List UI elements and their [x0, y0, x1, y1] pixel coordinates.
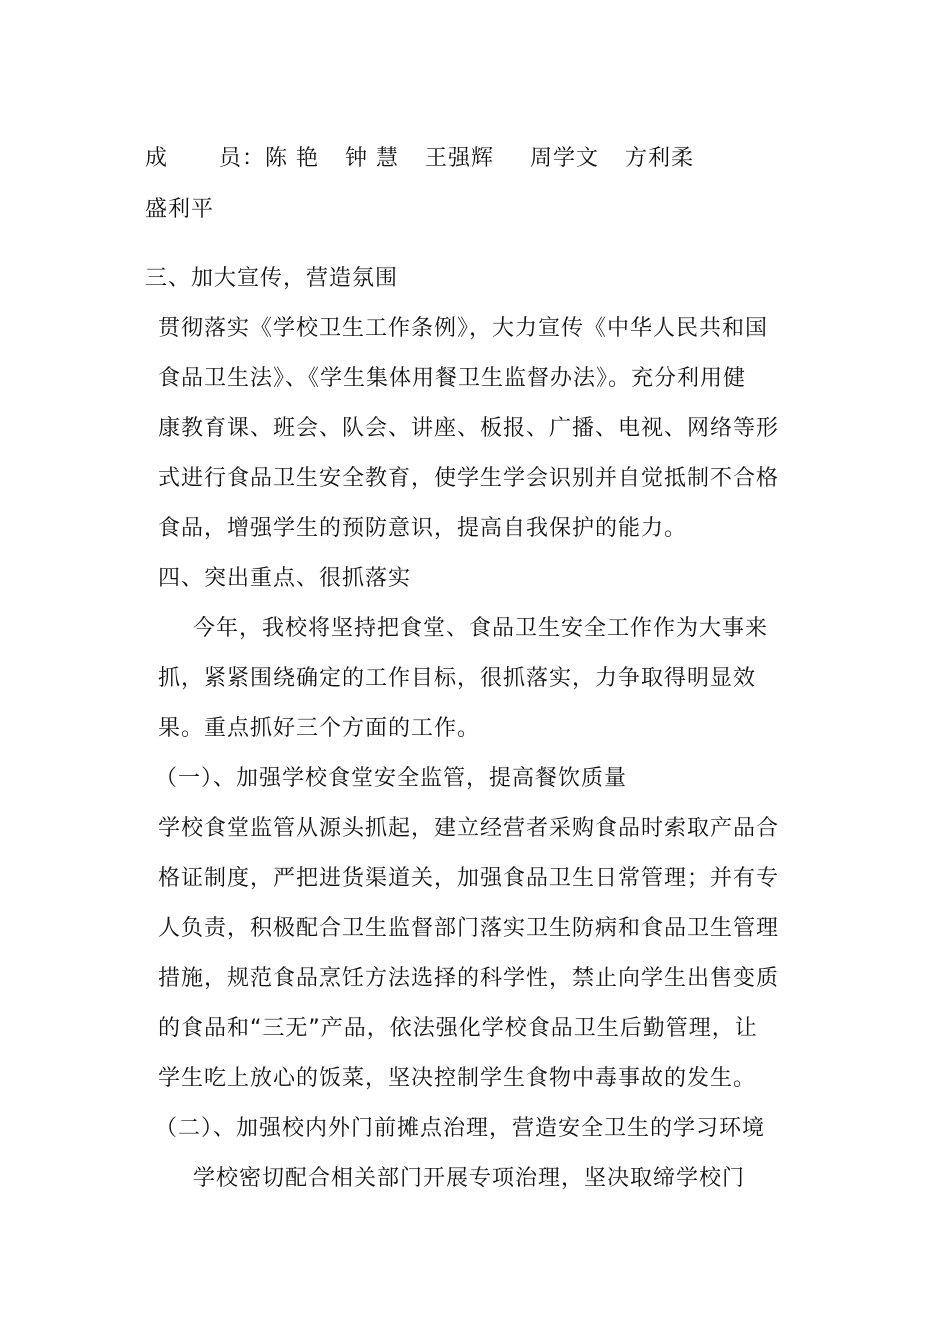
members-line	[145, 144, 720, 174]
section-4-heading: 四、突出重点、很抓落实	[158, 566, 412, 591]
paragraph-line: 措施，规范食品烹饪方法选择的科学性，禁止向学生出售变质	[158, 966, 780, 991]
member-name: 陈 艳	[265, 146, 320, 171]
paragraph-line: 学校密切配合相关部门开展专项治理，坚决取缔学校门	[193, 1166, 746, 1191]
section-3-heading: 三、加大宣传，营造氛围	[145, 266, 399, 291]
member-name: 王强辉	[425, 146, 495, 171]
member-name: 方利柔	[625, 146, 695, 171]
subsection-1-heading: （一）、加强学校食堂安全监管，提高餐饮质量	[155, 766, 628, 791]
paragraph-line: 格证制度，严把进货渠道关，加强食品卫生日常管理；并有专	[158, 866, 780, 891]
paragraph-line: 学生吃上放心的饭菜，坚决控制学生食物中毒事故的发生。	[158, 1066, 757, 1091]
paragraph-line: 式进行食品卫生安全教育，使学生学会识别并自觉抵制不合格	[158, 466, 780, 491]
paragraph-line: 果。重点抓好三个方面的工作。	[158, 716, 481, 741]
paragraph-line: 学校食堂监管从源头抓起，建立经营者采购食品时索取产品合	[158, 816, 780, 841]
paragraph-line: 人负责，积极配合卫生监督部门落实卫生防病和食品卫生管理	[158, 916, 780, 941]
member-name: 钟 慧	[345, 146, 400, 171]
subsection-2-heading: （二）、加强校内外门前摊点治理，营造安全卫生的学习环境	[155, 1116, 766, 1141]
paragraph-line: 今年，我校将坚持把食堂、食品卫生安全工作作为大事来	[193, 616, 769, 641]
paragraph-line: 的食品和“三无”产品，依法强化学校食品卫生后勤管理，让	[158, 1016, 758, 1041]
paragraph-line: 抓，紧紧围绕确定的工作目标，很抓落实，力争取得明显效	[158, 666, 757, 691]
paragraph-line: 食品，增强学生的预防意识，提高自我保护的能力。	[158, 516, 688, 541]
members-label-part1: 成	[145, 146, 169, 171]
members-label-part2: 员：	[219, 146, 266, 171]
member-name-continued: 盛利平	[145, 197, 215, 222]
paragraph-line: 康教育课、班会、队会、讲座、板报、广播、电视、网络等形	[158, 416, 780, 441]
paragraph-line: 食品卫生法》、《学生集体用餐卫生监督办法》。充分利用健	[158, 366, 747, 391]
paragraph-line: 贯彻落实《学校卫生工作条例》，大力宣传《中华人民共和国	[158, 316, 769, 341]
member-name: 周学文	[530, 146, 600, 171]
